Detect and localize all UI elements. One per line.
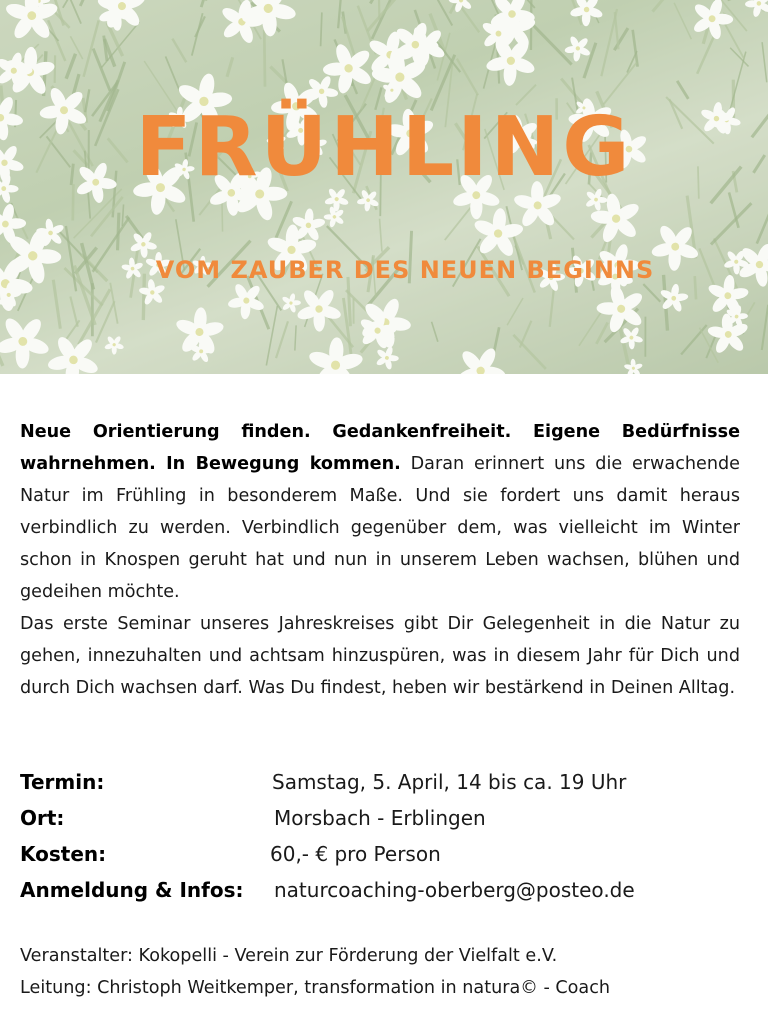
description-section <box>20 416 740 704</box>
detail-label: Anmeldung & Infos: <box>20 878 244 902</box>
footer-credits <box>20 940 760 1004</box>
detail-label: Termin: <box>20 770 105 794</box>
intro-text: Daran erinnert uns die erwachende Natur im Frühling in besonderem Maße. Und sie fordert uns damit heraus verbindlich zu werden. Verbindlich gegenüber dem, was vielleicht im Winter schon in Knospen geruht hat und nun in unserem Leben wachsen, blühen und gedeihen möchte. <box>20 454 740 602</box>
page-title: FRÜHLING <box>135 100 633 195</box>
detail-row-kosten <box>20 838 760 874</box>
contact-email[interactable]: naturcoaching-oberberg@posteo.de <box>274 878 635 902</box>
detail-row-anmeldung <box>20 874 760 910</box>
hero-banner <box>0 0 768 374</box>
detail-value: 60,- € pro Person <box>270 842 441 866</box>
seminar-paragraph: Das erste Seminar unseres Jahreskreises gibt Dir Gelegenheit in die Natur zu gehen, innezuhalten und achtsam hinzuspüren, was in diesem Jahr für Dich und durch Dich wachsen darf. Was Du findest, heben wir bestärkend in Deinen Alltag. <box>20 614 740 698</box>
intro-lead: Neue Orientierung finden. Gedankenfreiheit. Eigene Bedürfnisse wahrnehmen. In Bewegung kommen. <box>20 422 740 474</box>
detail-value: Morsbach - Erblingen <box>274 806 486 830</box>
detail-label: Kosten: <box>20 842 107 866</box>
detail-row-termin <box>20 766 760 802</box>
event-details <box>20 766 760 910</box>
organizer-line: Veranstalter: Kokopelli - Verein zur Förderung der Vielfalt e.V. <box>20 946 558 966</box>
detail-row-ort <box>20 802 760 838</box>
page-subtitle: VOM ZAUBER DES NEUEN BEGINNS <box>155 256 655 284</box>
detail-value: Samstag, 5. April, 14 bis ca. 19 Uhr <box>272 770 627 794</box>
lead-line: Leitung: Christoph Weitkemper, transformation in natura© - Coach <box>20 978 611 998</box>
intro-paragraph <box>20 416 740 608</box>
detail-label: Ort: <box>20 806 65 830</box>
